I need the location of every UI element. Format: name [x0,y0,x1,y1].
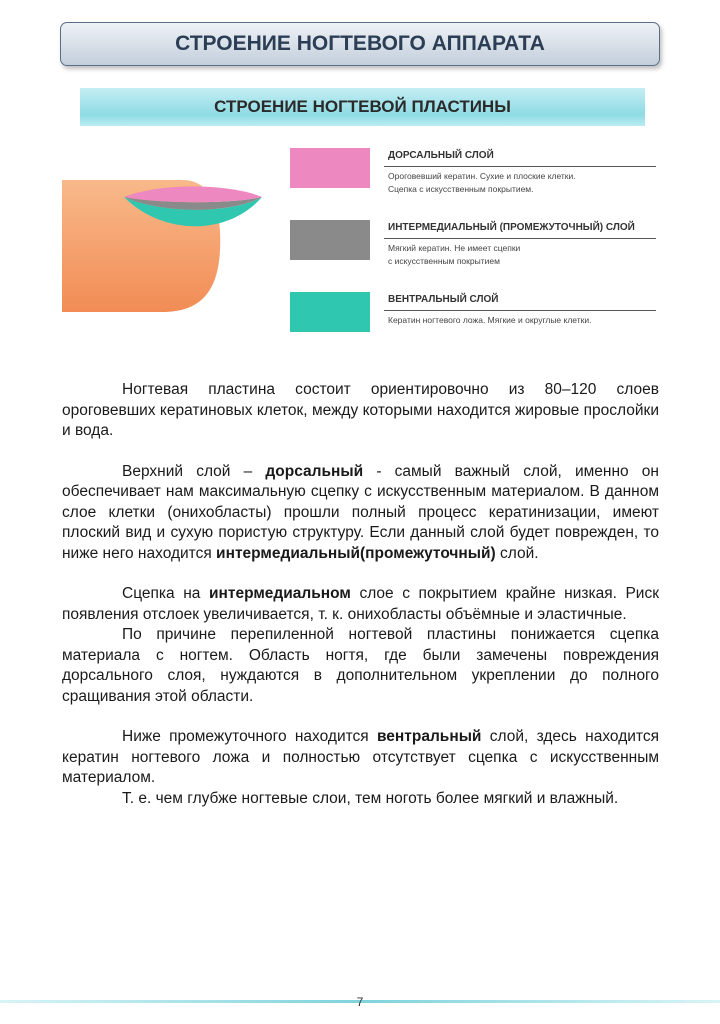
dorsal-swatch [290,148,370,188]
paragraph: Сцепка на интермедиальном слое с покрытием крайне низкая. Риск появления отслоек увеличивается, т. к. онихобласты объёмные и эластичные. [62,585,659,623]
finger-nail-illustration [62,140,272,340]
page-title: СТРОЕНИЕ НОГТЕВОГО АППАРАТА [60,22,660,66]
divider [384,238,656,239]
paragraph: Т. е. чем глубже ногтевые слои, тем ноготь более мягкий и влажный. [122,789,619,807]
legend-title: ДОРСАЛЬНЫЙ СЛОЙ [388,150,494,161]
legend-desc: Ороговевший кератин. Сухие и плоские клетки. Сцепка с искусственным покрытием. [388,171,576,194]
intermediate-swatch [290,220,370,260]
paragraph: Ногтевая пластина состоит ориентировочно из 80–120 слоев ороговевших кератиновых клеток, между которыми находится жировые прослойки и вода. [62,381,659,439]
nail-structure-diagram [62,140,662,340]
divider [384,166,656,167]
divider [384,310,656,311]
page-number: 7 [356,995,364,1009]
paragraph: Верхний слой – дорсальный - самый важный слой, именно он обеспечивает нам максимальную сцепку с искусственным материалом. В данном слое клетки (онихобласты) прошли полный процесс кератинизации, имеют плоский вид и сухую пористую структуру. Если данный слой будет поврежден, то ниже него находится интермедиальный(промежуточный) слой. [62,462,659,562]
paragraph: По причине перепиленной ногтевой пластины понижается сцепка материала с ногтем. Область ногтя, где были замечены повреждения дорсального слоя, нуждаются в дополнительном укреплении до полного сращивания этой области. [62,626,659,705]
legend-desc: Кератин ногтевого ложа. Мягкие и округлые клетки. [388,315,592,325]
paragraph: Ниже промежуточного находится вентральный слой, здесь находится кератин ногтевого ложа и полностью отсутствует сцепка с искусственным материалом. [62,728,659,786]
section-title: СТРОЕНИЕ НОГТЕВОЙ ПЛАСТИНЫ [80,88,645,126]
legend-title: ИНТЕРМЕДИАЛЬНЫЙ (ПРОМЕЖУТОЧНЫЙ) СЛОЙ [388,222,635,233]
ventral-swatch [290,292,370,332]
legend-title: ВЕНТРАЛЬНЫЙ СЛОЙ [388,294,499,305]
body-text [62,380,659,809]
legend-desc: Мягкий кератин. Не имеет сцепки с искусственным покрытием [388,243,521,266]
